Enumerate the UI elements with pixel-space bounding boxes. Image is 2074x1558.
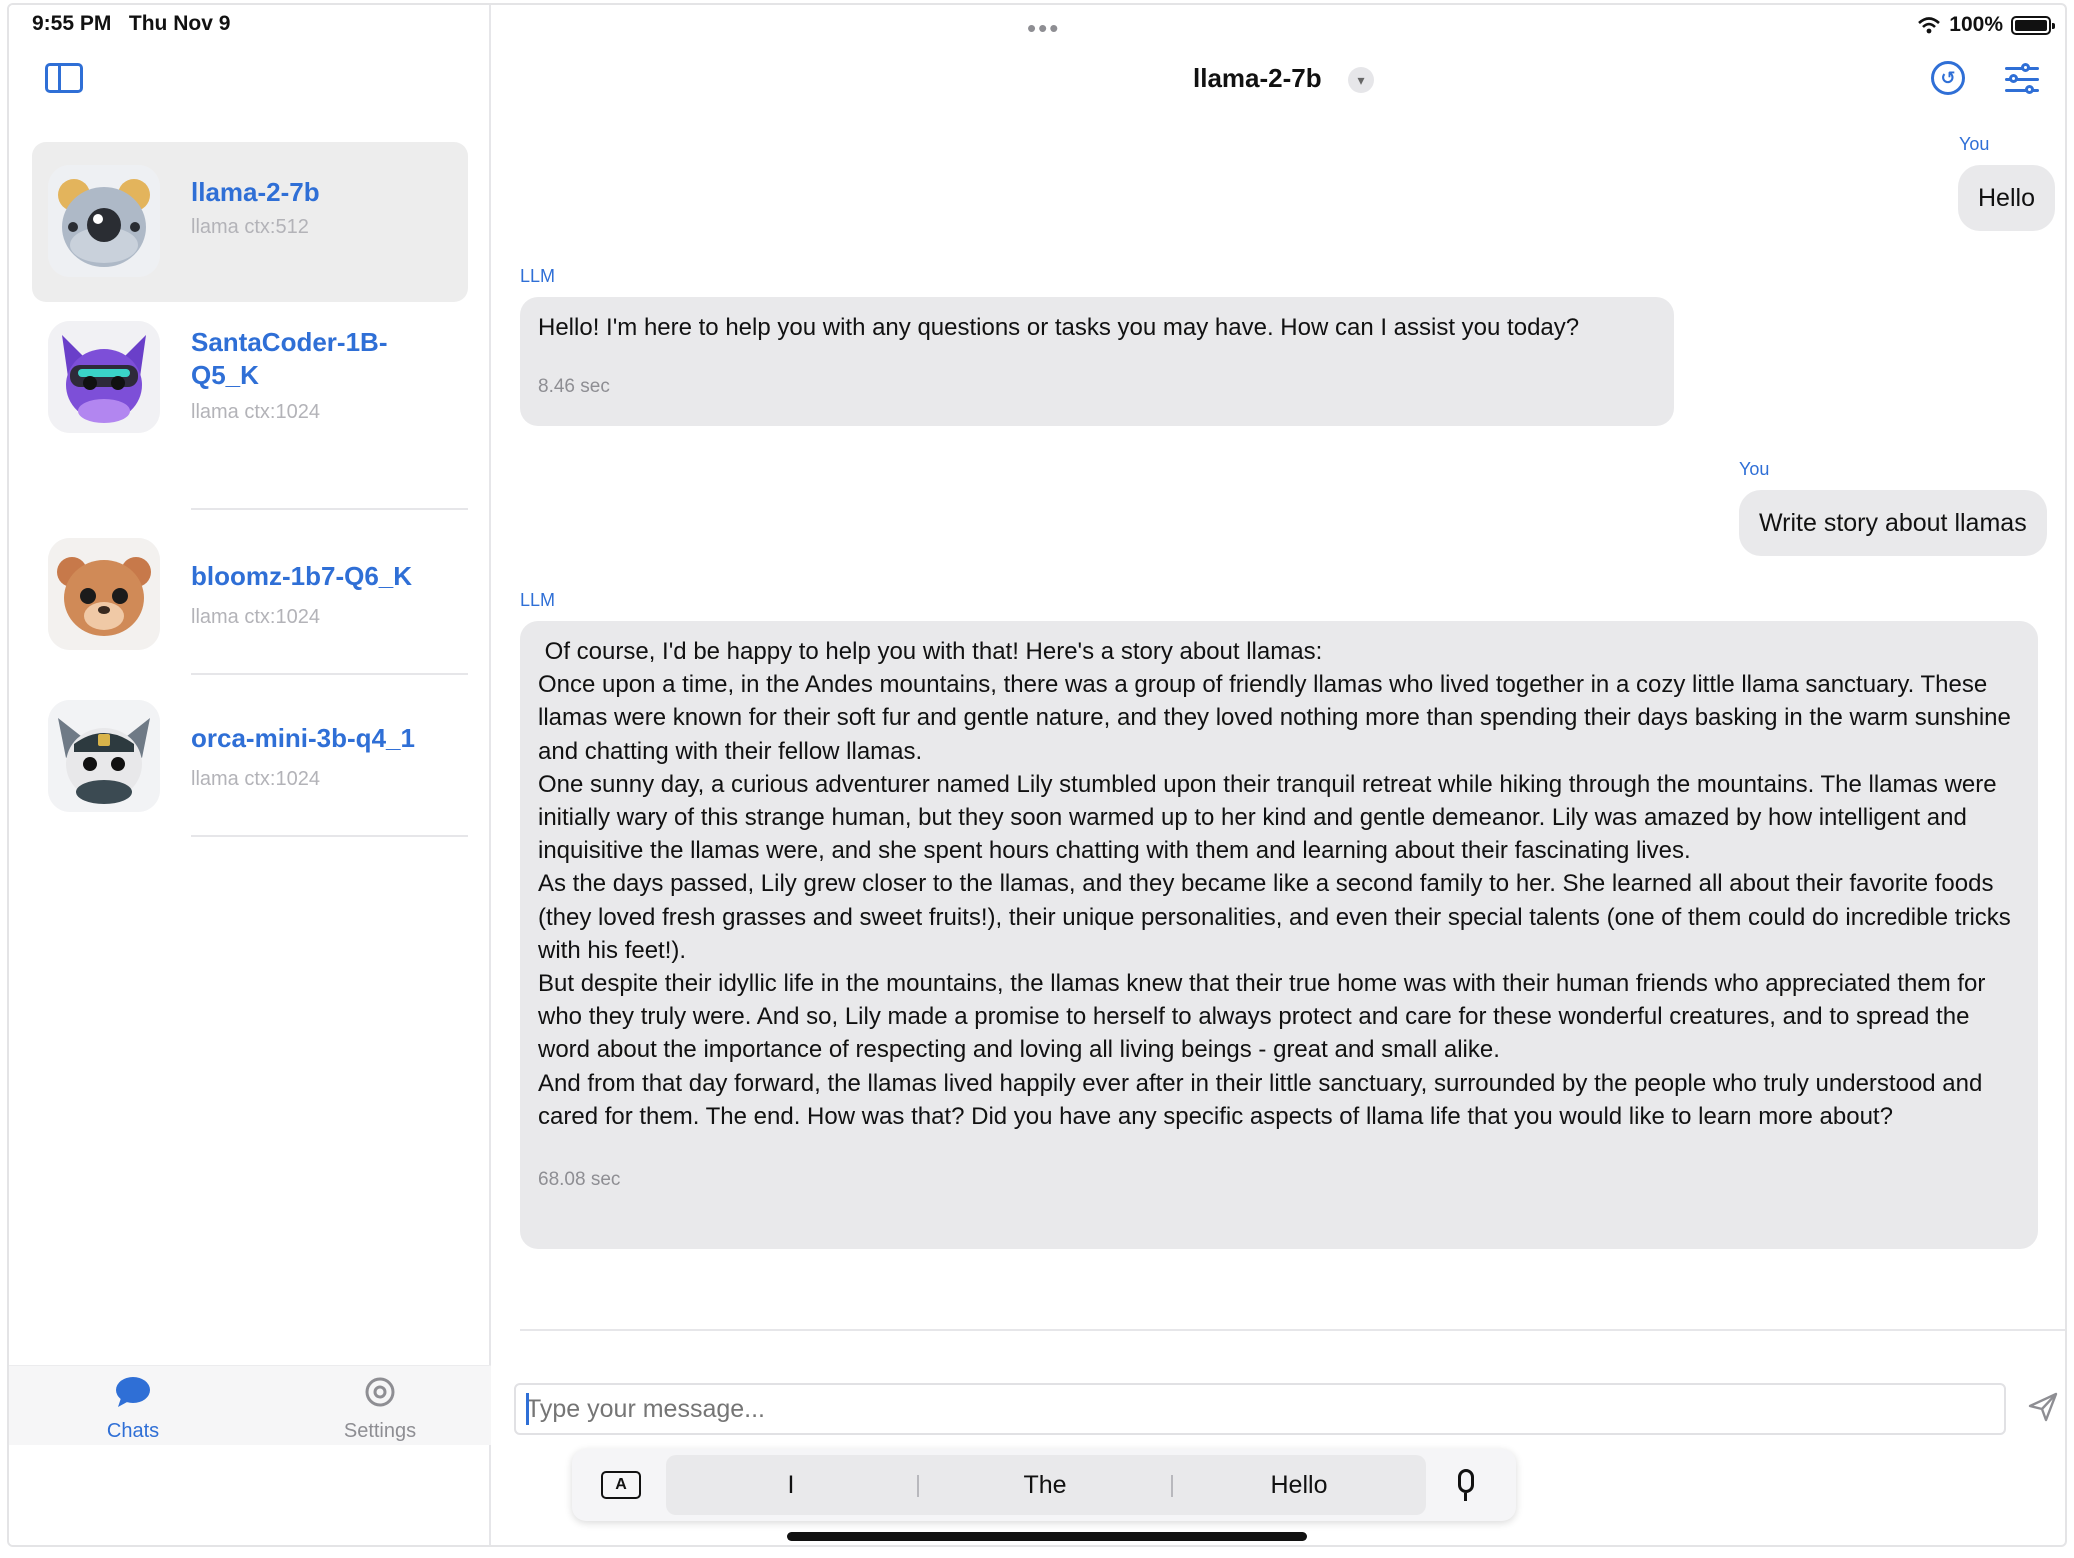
tab-bar bbox=[9, 1365, 491, 1445]
bear-avatar bbox=[48, 538, 160, 650]
ipad-screen bbox=[7, 3, 2067, 1547]
chat-item-llama-2-7b[interactable] bbox=[32, 142, 468, 302]
chat-subtitle: llama ctx:512 bbox=[191, 216, 309, 238]
chat-item-bloomz[interactable] bbox=[32, 513, 468, 675]
tab-settings[interactable] bbox=[310, 1376, 450, 1443]
suggestion-strip bbox=[666, 1455, 1426, 1515]
divider bbox=[191, 508, 468, 510]
gear-icon bbox=[364, 1376, 396, 1408]
message-text: Of course, I'd be happy to help you with that! Here's a story about llamas: Once upon a time, in the Andes mountains, there was a group of friendly llamas who lived together in a cozy little llama sanctuary. These llamas were known for their soft fur and gentle nature, and they loved nothing more than spending their days basking in the warm sunshine and chatting with their fellow llamas. One sunny day, a curious adventurer named Lily stumbled upon their tranquil retreat while hiking through the mountains. The llamas were initially wary of this strange human, but they soon warmed up to her kind and gentle demeanor. Lily was amazed by how intelligent and inquisitive the llamas were, and she spent hours chatting with them and learning about their fascinating lives. As the days passed, Lily grew closer to the llamas, and they became like a second family to her. She learned all about their favorite foods (they loved fresh grasses and sweet fruits!), their unique personalities, and even their special talents (one of them could do incredible tricks with his feet!). But despite their idyllic life in the mountains, the llamas knew that their true home was with their human friends who appreciated them for who they truly were. And so, Lily made a promise to herself to always protect and care for these wonderful creatures, and to spread the word about the importance of respecting and loving all living beings - great and small alike. And from that day forward, the llamas lived happily ever after in their little sanctuary, surrounded by the people who truly understood and cared for them. The end. How was that? Did you have any specific aspects of llama life that you would like to learn more about? bbox=[538, 638, 2011, 1130]
cat-avatar bbox=[48, 700, 160, 812]
status-indicators bbox=[1917, 13, 2051, 37]
text-caret bbox=[526, 1393, 529, 1425]
divider bbox=[1171, 1475, 1173, 1497]
battery-icon bbox=[2011, 16, 2051, 35]
chat-subtitle: llama ctx:1024 bbox=[191, 401, 320, 423]
sender-label: You bbox=[1739, 459, 1770, 479]
chat-item-santacoder[interactable] bbox=[32, 308, 468, 513]
chat-name: bloomz-1b7-Q6_K bbox=[191, 561, 413, 591]
response-time: 8.46 sec bbox=[538, 376, 610, 398]
chevron-down-icon[interactable]: ▾ bbox=[1348, 67, 1374, 93]
send-icon[interactable] bbox=[2027, 1391, 2059, 1423]
message-input[interactable] bbox=[514, 1383, 2006, 1435]
chat-pane bbox=[493, 5, 2067, 1547]
chat-subtitle: llama ctx:1024 bbox=[191, 606, 320, 628]
keyboard-suggestion-bar bbox=[572, 1449, 1516, 1521]
suggestion-item[interactable]: I bbox=[787, 1471, 795, 1499]
sidebar bbox=[9, 5, 491, 1547]
message-text: Hello! I'm here to help you with any questions or tasks you may have. How can I assist you today? bbox=[538, 314, 1580, 341]
divider bbox=[191, 835, 468, 837]
sender-label: LLM bbox=[520, 266, 556, 286]
sender-label: LLM bbox=[520, 590, 556, 610]
battery-percent: 100% bbox=[1949, 13, 2003, 36]
suggestion-item[interactable]: The bbox=[1023, 1471, 1067, 1499]
home-indicator[interactable] bbox=[787, 1532, 1307, 1541]
chat-name: llama-2-7b bbox=[191, 177, 320, 207]
chat-subtitle: llama ctx:1024 bbox=[191, 768, 320, 790]
tab-label: Settings bbox=[343, 1420, 417, 1442]
suggestion-item[interactable]: Hello bbox=[1270, 1471, 1328, 1499]
llama-avatar bbox=[48, 165, 160, 277]
microphone-icon[interactable] bbox=[1458, 1469, 1474, 1493]
tab-label: Chats bbox=[106, 1420, 160, 1442]
sidebar-toggle-icon[interactable] bbox=[45, 63, 83, 93]
llm-message-bubble bbox=[520, 621, 2038, 1249]
multitasking-dots[interactable]: ••• bbox=[1027, 13, 1061, 43]
message-text: Hello bbox=[1978, 184, 2035, 212]
chat-item-orca[interactable] bbox=[32, 675, 468, 837]
sliders-icon[interactable] bbox=[2005, 65, 2039, 93]
chat-name: orca-mini-3b-q4_1 bbox=[191, 723, 415, 753]
user-message-bubble bbox=[1739, 490, 2047, 556]
model-title[interactable]: llama-2-7b bbox=[1193, 63, 1322, 93]
llm-message-bubble bbox=[520, 297, 1674, 426]
chat-name: SantaCoder-1B-Q5_K bbox=[191, 327, 388, 390]
tab-chats[interactable] bbox=[63, 1376, 203, 1443]
wifi-icon bbox=[1917, 16, 1941, 34]
sender-label: You bbox=[1959, 134, 1990, 154]
divider bbox=[917, 1475, 919, 1497]
user-message-bubble bbox=[1958, 165, 2055, 231]
fox-avatar bbox=[48, 321, 160, 433]
chat-bubble-icon bbox=[115, 1376, 151, 1408]
keyboard-format-icon[interactable]: A bbox=[601, 1471, 641, 1499]
message-text: Write story about llamas bbox=[1759, 509, 2027, 537]
divider bbox=[520, 1329, 2067, 1331]
status-time: 9:55 PM Thu Nov 9 bbox=[32, 12, 231, 35]
response-time: 68.08 sec bbox=[538, 1169, 621, 1191]
history-icon[interactable]: ↺ bbox=[1931, 61, 1965, 95]
